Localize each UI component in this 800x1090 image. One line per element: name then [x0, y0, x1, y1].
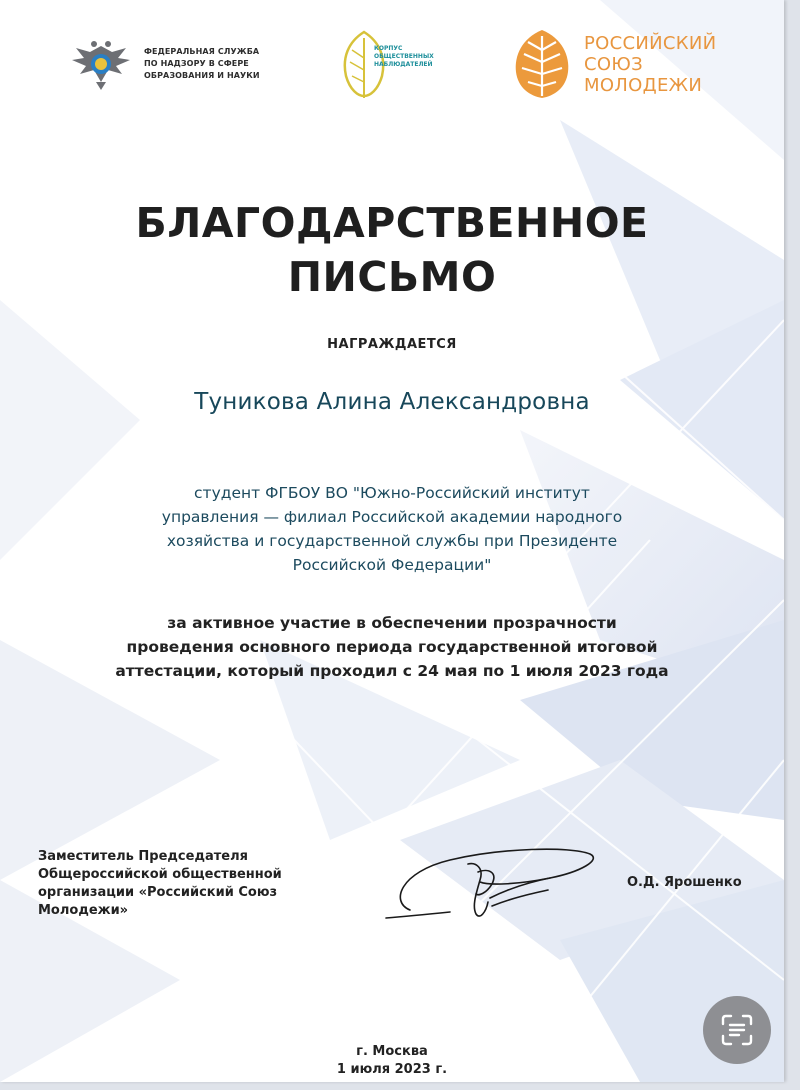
rosobrnadzor-text-line: ФЕДЕРАЛЬНАЯ СЛУЖБА — [144, 47, 260, 56]
observers-corps-text — [374, 45, 450, 69]
date: 1 июля 2023 г. — [336, 1062, 448, 1077]
youth-union-text-line: МОЛОДЕЖИ — [584, 75, 703, 96]
observers-corps-logo — [338, 28, 450, 100]
rosobrnadzor-text-line: ОБРАЗОВАНИЯ И НАУКИ — [144, 71, 260, 80]
awarded-label: НАГРАЖДАЕТСЯ — [327, 337, 457, 352]
observers-text-line: НАБЛЮДАТЕЛЕЙ — [374, 61, 433, 68]
document-title — [0, 196, 784, 304]
reason-line: аттестации, который проходил с 24 мая по 1 июля 2023 года — [115, 662, 669, 680]
signatory-name: О.Д. Ярошенко — [627, 875, 742, 890]
recipient-description — [110, 481, 674, 577]
position-line: организации «Российский Союз — [38, 885, 278, 900]
header-logos — [0, 0, 784, 110]
description-line: управления — филиал Российской академии народного — [161, 508, 623, 526]
description-line: студент ФГБОУ ВО "Южно-Российский институт — [194, 484, 590, 502]
eagle-emblem-icon — [66, 38, 136, 92]
position-line: Молодежи» — [38, 903, 129, 918]
position-line: Общероссийской общественной — [38, 867, 282, 882]
text-scan-icon — [720, 1013, 754, 1047]
youth-union-text-line: РОССИЙСКИЙ — [584, 33, 717, 54]
reason-line: за активное участие в обеспечении прозрачности — [167, 614, 617, 632]
recipient-name: Туникова Алина Александровна — [194, 389, 590, 415]
award-reason — [30, 611, 754, 683]
title-line: ПИСЬМО — [287, 253, 497, 301]
text-scan-button[interactable] — [703, 996, 771, 1064]
description-line: хозяйства и государственной службы при Президенте — [166, 532, 618, 550]
reason-line: проведения основного периода государственной итоговой — [126, 638, 658, 656]
rosobrnadzor-logo — [66, 38, 286, 92]
title-line: БЛАГОДАРСТВЕННОЕ — [135, 199, 649, 247]
youth-union-logo — [510, 28, 740, 100]
place-and-date — [0, 1043, 784, 1079]
youth-union-text-line: СОЮЗ — [584, 54, 643, 75]
rosobrnadzor-text-line: ПО НАДЗОРУ В СФЕРЕ — [144, 59, 249, 68]
signatory-position — [38, 848, 368, 920]
place: г. Москва — [356, 1044, 428, 1059]
observers-text-line: ОБЩЕСТВЕННЫХ — [374, 53, 434, 60]
orange-leaf-icon — [510, 28, 574, 100]
description-line: Российской Федерации" — [292, 556, 492, 574]
position-line: Заместитель Председателя — [38, 849, 248, 864]
observers-text-line: КОРПУС — [374, 45, 403, 52]
handwritten-signature — [380, 832, 605, 932]
youth-union-text — [584, 33, 744, 96]
rosobrnadzor-text — [144, 46, 294, 82]
